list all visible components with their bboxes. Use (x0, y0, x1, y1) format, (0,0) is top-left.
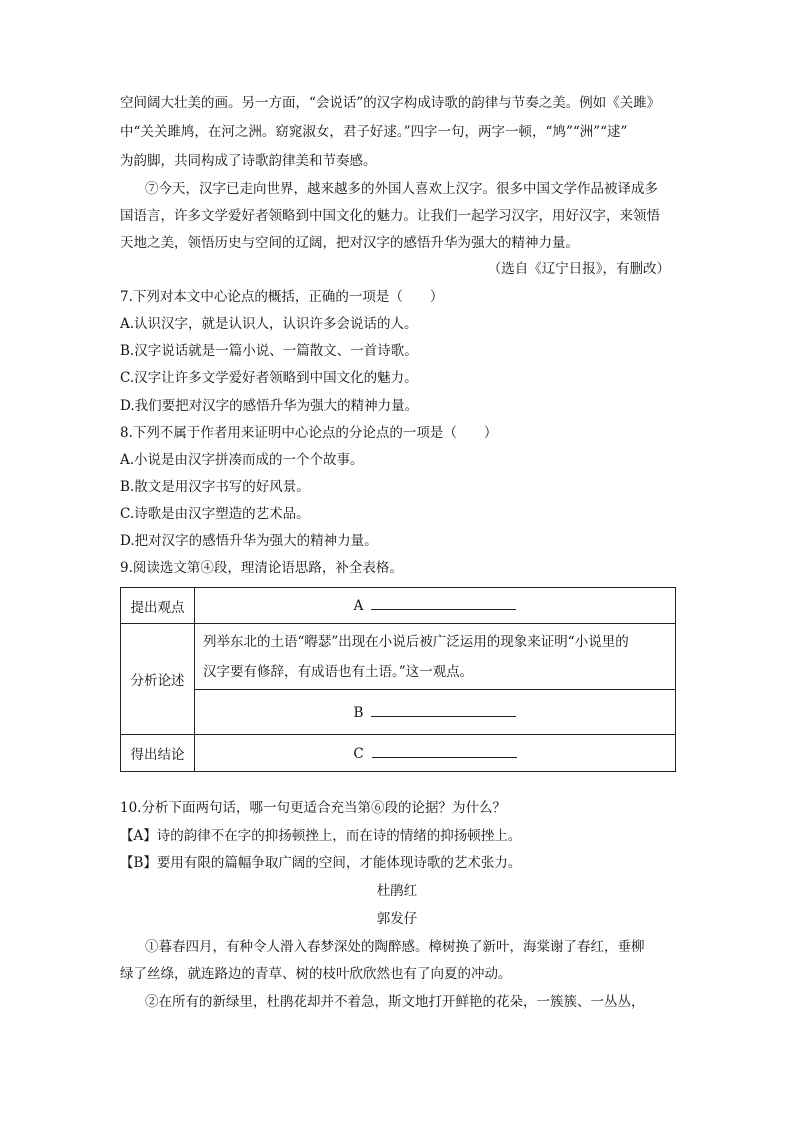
paragraph-7-line: 天地之美，领悟历史与空间的辽阔，把对汉字的感悟升华为强大的精神力量。 (120, 235, 579, 251)
table-label: 分析论述 (121, 624, 195, 735)
question-10-option-a: 【A】诗的韵律不在字的抑扬顿挫上，而在诗的情绪的抑扬顿挫上。 (120, 828, 522, 844)
article-paragraph-line: 绿了丝绦，就连路边的青草、树的枝叶欣欣然也有了向夏的冲动。 (120, 966, 512, 982)
table-label: 得出结论 (121, 735, 195, 772)
answer-blank-a[interactable]: A (195, 588, 676, 624)
article-author: 郭发仔 (376, 911, 418, 927)
answer-blank-c[interactable]: C (195, 735, 676, 772)
article-paragraph-line: ①暮春四月，有种令人滑入春梦深处的陶醉感。樟树换了新叶，海棠谢了春红，垂柳 (145, 939, 645, 955)
question-8-option-b: B.散文是用汉字书写的好风景。 (120, 479, 310, 495)
question-8-option-c: C.诗歌是由汉字塑造的艺术品。 (120, 506, 310, 522)
question-7-option-c: C.汉字让许多文学爱好者领略到中国文化的魅力。 (120, 370, 418, 386)
passage-line: 为韵脚，共同构成了诗歌韵律美和节奏感。 (120, 153, 377, 169)
table-label: 提出观点 (121, 588, 195, 624)
question-10-stem: 10.分析下面两句话，哪一句更适合充当第⑥段的论据？为什么？ (120, 800, 506, 816)
question-7-option-d: D.我们要把对汉字的感悟升华为强大的精神力量。 (120, 398, 419, 414)
passage-line: 空间阔大壮美的画。另一方面，“会说话”的汉字构成诗歌的韵律与节奏之美。例如《关雎》 (120, 95, 661, 111)
question-7-option-b: B.汉字说话就是一篇小说、一篇散文、一首诗歌。 (120, 343, 418, 359)
question-7-option-a: A.认识汉字，就是认识人，认识许多会说话的人。 (120, 316, 418, 332)
table-cell-text: 列举东北的土语“嘚瑟”出现在小说后被广泛运用的现象来证明“小说里的 汉字要有修辞，有成语也有土语。”这一观点。 (195, 624, 676, 690)
paragraph-7-line: 国语言，许多文学爱好者领略到中国文化的魅力。让我们一起学习汉字，用好汉字，来领悟 (120, 208, 660, 224)
argument-table (120, 587, 676, 772)
article-paragraph-line: ②在所有的新绿里，杜鹃花却并不着急，斯文地打开鲜艳的花朵，一簇簇、一丛丛， (145, 994, 645, 1010)
article-title: 杜鹃红 (376, 883, 418, 899)
question-8-option-d: D.把对汉字的感悟升华为强大的精神力量。 (120, 533, 378, 549)
passage-line: 中“关关雎鸠，在河之洲。窈窕淑女，君子好逑。”四字一句，两字一顿，“鸠”“洲”“逑” (120, 124, 628, 140)
question-8-stem: 8.下列不属于作者用来证明中心论点的分论点的一项是（ ） (120, 425, 498, 441)
question-8-option-a: A.小说是由汉字拼凑而成的一个个故事。 (120, 452, 364, 468)
question-9-stem: 9.阅读选文第④段，理清论语思路，补全表格。 (120, 560, 403, 576)
question-7-stem: 7.下列对本文中心论点的概括，正确的一项是（ ） (120, 289, 444, 305)
source-citation: （选自《辽宁日报》，有删改） (487, 261, 670, 277)
paragraph-7-line: ⑦今天，汉字已走向世界，越来越多的外国人喜欢上汉字。很多中国文学作品被译成多 (145, 181, 658, 197)
answer-blank-b[interactable]: B (195, 690, 676, 735)
question-10-option-b: 【B】要用有限的篇幅争取广阔的空间，才能体现诗歌的艺术张力。 (120, 855, 522, 871)
